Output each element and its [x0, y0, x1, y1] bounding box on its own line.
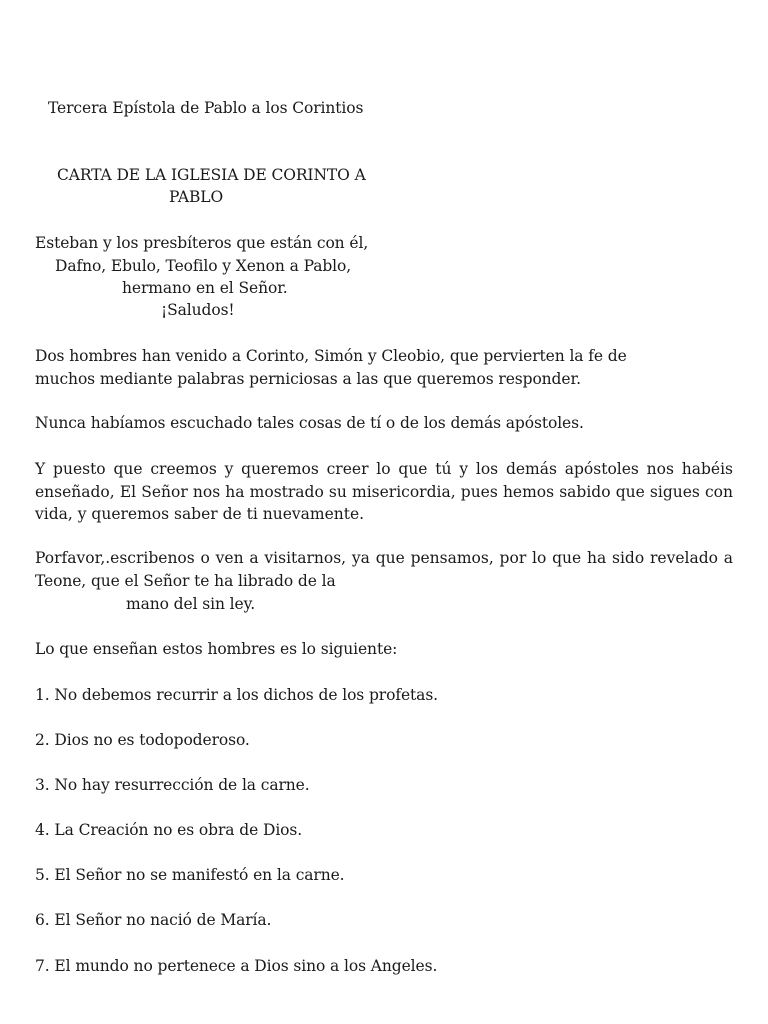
- document-header: Tercera Epístola de Pablo a los Corintios: [48, 99, 364, 117]
- list-item: 3. No hay resurrección de la carne.: [35, 776, 310, 794]
- salutation-line-2: Dafno, Ebulo, Teofilo y Xenon a Pablo,: [55, 257, 352, 275]
- letter-title-line-1: CARTA DE LA IGLESIA DE CORINTO A: [57, 166, 366, 184]
- list-item: 2. Dios no es todopoderoso.: [35, 731, 250, 749]
- paragraph-4-line-1: Porfavor,.escribenos o ven a visitarnos, ya que pensamos, por lo que ha sido revelado a: [35, 549, 733, 567]
- salutation-line-4: ¡Saludos!: [161, 301, 235, 319]
- paragraph-4-line-3: mano del sin ley.: [126, 595, 256, 613]
- list-intro: Lo que enseñan estos hombres es lo siguiente:: [35, 640, 398, 658]
- paragraph-2: Nunca habíamos escuchado tales cosas de tí o de los demás apóstoles.: [35, 414, 584, 432]
- list-item: 5. El Señor no se manifestó en la carne.: [35, 866, 345, 884]
- list-item: 1. No debemos recurrir a los dichos de los profetas.: [35, 686, 439, 704]
- list-item: 7. El mundo no pertenece a Dios sino a los Angeles.: [35, 957, 438, 975]
- paragraph-3-line-2: enseñado, El Señor nos ha mostrado su misericordia, pues hemos sabido que sigues con: [35, 482, 733, 501]
- paragraph-3-line-1: Y puesto que creemos y queremos creer lo que tú y los demás apóstoles nos habéis: [35, 460, 733, 478]
- salutation-line-3: hermano en el Señor.: [122, 279, 288, 297]
- list-item: 4. La Creación no es obra de Dios.: [35, 821, 303, 839]
- letter-title-line-2: PABLO: [169, 188, 224, 206]
- paragraph-1-line-1: Dos hombres han venido a Corinto, Simón y Cleobio, que pervierten la fe de: [35, 347, 627, 365]
- paragraph-3-line-3: vida, y queremos saber de ti nuevamente.: [35, 505, 365, 523]
- paragraph-4-line-2: Teone, que el Señor te ha librado de la: [35, 572, 336, 590]
- paragraph-1-line-2: muchos mediante palabras perniciosas a las que queremos responder.: [35, 370, 581, 388]
- paragraph-3: [35, 458, 733, 526]
- list-item: 6. El Señor no nació de María.: [35, 911, 272, 929]
- salutation-line-1: Esteban y los presbíteros que están con él,: [35, 234, 369, 252]
- paragraph-4-first-line-block: [35, 547, 733, 570]
